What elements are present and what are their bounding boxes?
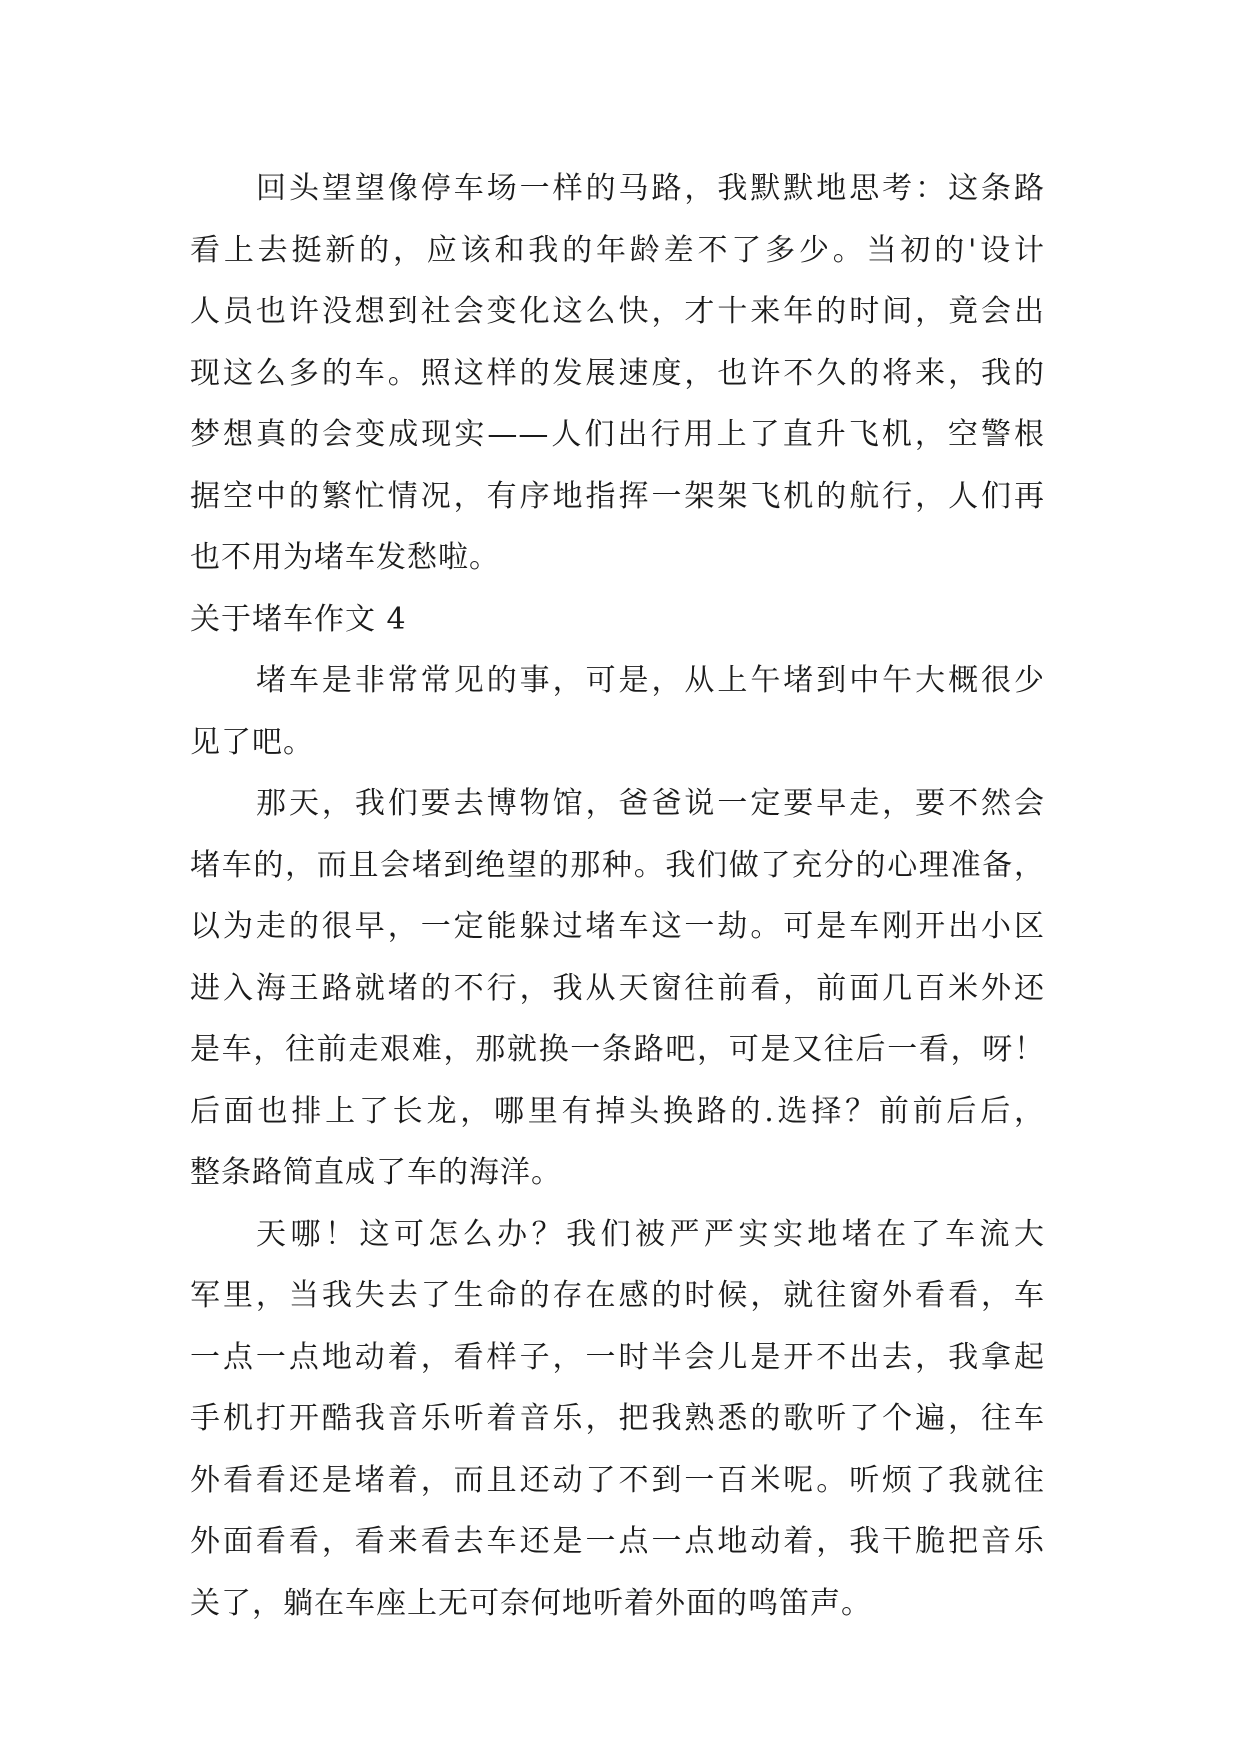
text-line: 外面看看，看来看去车还是一点一点地动着，我干脆把音乐 (190, 1524, 1045, 1559)
paragraph-1 (190, 158, 1045, 589)
text-line: 一点一点地动着，看样子，一时半会儿是开不出去，我拿起 (190, 1339, 1045, 1375)
text-line: 进入海王路就堵的不行，我从天窗往前看，前面几百米外还 (190, 970, 1045, 1006)
document-page (190, 158, 1045, 1634)
text-line: 后面也排上了长龙，哪里有掉头换路的.选择？前前后后， (190, 1093, 1045, 1129)
text-line: 也不用为堵车发愁啦。 (190, 540, 500, 575)
text-line: 回头望望像停车场一样的马路，我默默地思考：这条路 (256, 171, 1045, 206)
text-line: 人员也许没想到社会变化这么快，才十来年的时间，竟会出 (190, 294, 1045, 329)
paragraph-4 (190, 1204, 1045, 1635)
text-line: 是车，往前走艰难，那就换一条路吧，可是又往后一看，呀！ (190, 1032, 1045, 1067)
text-line: 整条路简直成了车的海洋。 (190, 1155, 562, 1190)
text-line: 现这么多的车。照这样的发展速度，也许不久的将来，我的 (190, 355, 1045, 391)
text-line: 外看看还是堵着，而且还动了不到一百米呢。听烦了我就往 (190, 1462, 1045, 1498)
text-line: 手机打开酷我音乐听着音乐，把我熟悉的歌听了个遍，往车 (190, 1401, 1045, 1436)
text-line: 堵车的，而且会堵到绝望的那种。我们做了充分的心理准备， (190, 847, 1045, 883)
text-line: 堵车是非常常见的事，可是，从上午堵到中午大概很少 (256, 663, 1045, 698)
text-line: 关了，躺在车座上无可奈何地听着外面的鸣笛声。 (190, 1585, 872, 1621)
text-line: 看上去挺新的，应该和我的年龄差不了多少。当初的'设计 (190, 232, 1045, 268)
text-line: 见了吧。 (190, 724, 314, 760)
text-line: 以为走的很早，一定能躲过堵车这一劫。可是车刚开出小区 (190, 909, 1045, 944)
paragraph-3 (190, 773, 1045, 1204)
text-line: 梦想真的会变成现实——人们出行用上了直升飞机，空警根 (190, 417, 1045, 452)
paragraph-2 (190, 650, 1045, 773)
text-line: 军里，当我失去了生命的存在感的时候，就往窗外看看，车 (190, 1278, 1045, 1313)
text-line: 天哪！这可怎么办？我们被严严实实地堵在了车流大 (256, 1216, 1045, 1252)
text-line: 据空中的繁忙情况，有序地指挥一架架飞机的航行，人们再 (190, 478, 1045, 514)
section-heading: 关于堵车作文 4 (190, 601, 407, 637)
text-line: 那天，我们要去博物馆，爸爸说一定要早走，要不然会 (256, 786, 1045, 821)
